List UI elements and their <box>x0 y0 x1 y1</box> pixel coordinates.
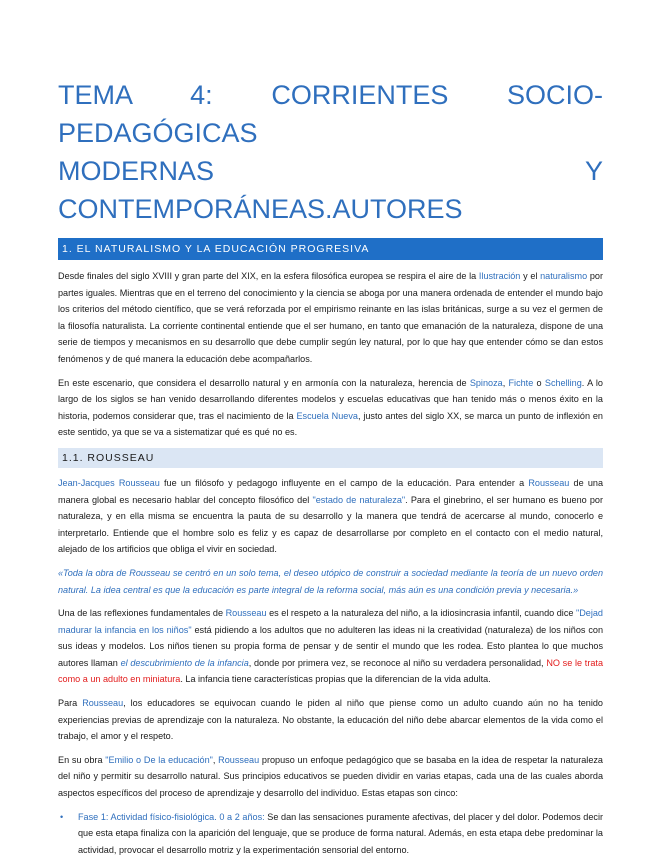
section-heading-naturalismo: 1. EL NATURALISMO Y LA EDUCACIÓN PROGRESIVA <box>58 238 603 260</box>
name-schelling: Schelling <box>544 377 582 388</box>
paragraph-escenario: En este escenario, que considera el desarrollo natural y en armonía con la naturaleza, herencia de Spinoza, Fichte o Schelling. A lo largo de los siglos se han venido desarrollando diferentes modelos y escuelas educativas que han tenido más o menos éxito en la historia, podemos considerar que, tras el nacimiento de la Escuela Nueva, justo antes del siglo XX, se marca un punto de inflexión en este sentido, ya que se va a sistematizar qué es qué no es. <box>58 377 603 438</box>
page-title <box>58 0 603 228</box>
title-line-2: MODERNAS Y CONTEMPORÁNEAS.AUTORES <box>58 156 603 224</box>
list-item: • Fase 1: Actividad físico-fisiológica. 0 a 2 años: Se dan las sensaciones puramente afectivas, del placer y del dolor. Podemos decir que esta etapa finaliza con la aparición del lenguaje, que se produce de forma natural. Además, en esta etapa debe predominar la actividad, provocar el desarrollo motriz y la experimentación sensorial del entorno. <box>58 809 603 858</box>
paragraph-reflexiones: Una de las reflexiones fundamentales de Rousseau es el respeto a la naturaleza del niño, a la idiosincrasia infantil, cuando dice "Dejad madurar la infancia en los niños" está pidiendo a los adultos que no adulteren las ideas ni la creatividad (naturaleza) de los niños con sus ideas y modelos. Los niños tienen su propia forma de pensar y de sentir el mundo que les rodea. Esto plantea lo que muchos autores llaman el descubrimiento de la infancia, donde por primera vez, se reconoce al niño su verdadera personalidad, NO se le trata como a un adulto en miniatura. La infancia tiene características propias que la diferencian de la vida adulta. <box>58 608 604 685</box>
name-spinoza: Spinoza <box>469 377 503 388</box>
work-emilio: "Emilio o De la educación" <box>105 754 213 765</box>
paragraph-naturalismo-intro: Desde finales del siglo XVIII y gran parte del XIX, en la esfera filosófica europea se respira el aire de la Ilustración y el naturalismo por partes iguales. Mientras que en el terreno del conocimiento y la ciencia se aboga por una manera ordenada de entender el mundo bajo los criterios del método científico, que se verá reforzada por el empirismo reinante en las islas británicas, surge a su vez el germen de la filosofía naturalista. La corriente continental entiende que el ser humano, en tanto que emanación de la naturaleza, dispone de una serie de tiempos y mecanismos en su desarrollo que debe cumplir según ley natural, por lo que hay que entender cómo se dan estos fenómenos y de qué manera la educación debe acompañarlos. <box>58 271 603 364</box>
title-line-1: TEMA 4: CORRIENTES SOCIO-PEDAGÓGICAS <box>58 80 603 148</box>
paragraph-emilio: En su obra "Emilio o De la educación", Rousseau propuso un enfoque pedagógico que se basaba en la idea de respetar la naturaleza del niño y permitir su desarrollo natural. Sus principios educativos se pueden dividir en varias etapas, cada una de las cuales aborda aspectos específicos del proceso de aprendizaje y desarrollo del individuo. Estas etapas son cinco: <box>58 754 603 799</box>
paragraph-educadores: Para Rousseau, los educadores se equivocan cuando le piden al niño que piense como un adulto cuando aún no ha tenido experiencias previas de aprendizaje con la naturaleza. No obstante, la educación del niño debe abarcar elementos de la vida como el trabajo, el amor y el respeto. <box>58 698 603 742</box>
quote-rousseau: «Toda la obra de Rousseau se centró en un solo tema, el deseo utópico de construir a sociedad mediante la teoría de un nuevo orden natural. La idea central es que la educación es parte integral de la reforma social, más aún es una condición previa y necesaria.» <box>58 567 603 595</box>
term-estado-de-naturaleza: "estado de naturaleza" <box>312 494 406 505</box>
link-ilustracion: Ilustración <box>478 271 521 281</box>
phase-label: Fase 1: Actividad físico-fisiológica. 0 a 2 años: <box>78 811 265 822</box>
emphasis-no-adulto: NO se le trata como a un adulto en miniatura <box>58 657 603 685</box>
name-fichte: Fichte <box>508 377 534 388</box>
paragraph-rousseau-intro: Jean-Jacques Rousseau fue un filósofo y pedagogo influyente en el campo de la educación. Para entender a Rousseau de una manera global es necesario hablar del concepto filosófico del "estado de naturaleza". Para el ginebrino, el ser humano es bueno por naturaleza, y en ella misma se encuentra la pauta de su desarrollo y la manera que tendrá de acercarse al mundo, conocerlo e interpretarlo. Entiende que el hombre solo es feliz y es capaz de desarrollarse por completo en el contacto con el medio natural, alejado de los artificios que obliga el vivir en sociedad. <box>58 477 604 555</box>
quote-dejad-madurar: "Dejad madurar la infancia en los niños" <box>58 608 603 635</box>
link-naturalismo: naturalismo <box>540 271 588 281</box>
bullet-icon: • <box>60 811 64 822</box>
term-descubrimiento-infancia: el descubrimiento de la infancia <box>120 657 249 668</box>
subsection-heading-rousseau: 1.1. ROUSSEAU <box>58 448 603 468</box>
name-jean-jacques-rousseau: Jean-Jacques Rousseau <box>58 477 160 488</box>
name-escuela-nueva: Escuela Nueva <box>296 410 358 421</box>
